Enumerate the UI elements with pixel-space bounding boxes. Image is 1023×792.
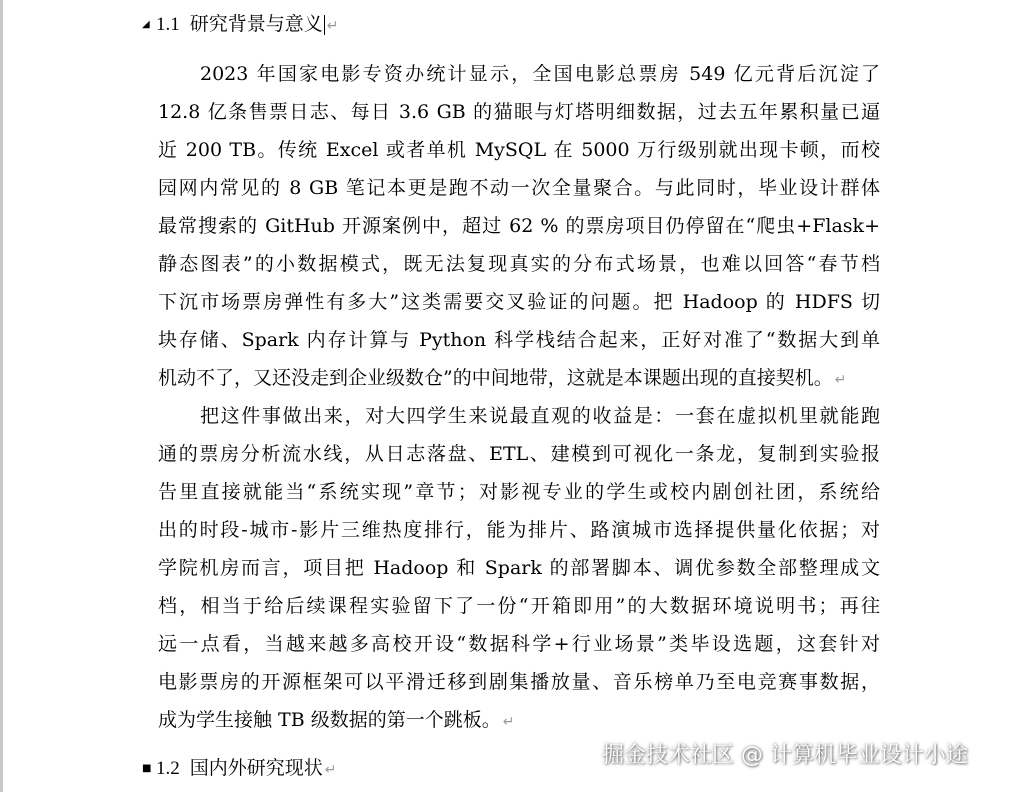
text-line bbox=[158, 701, 880, 739]
text-line: 出的时段-城市-影片三维热度排行，能为排片、路演城市选择提供量化依据；对 bbox=[158, 519, 880, 541]
text-line: 电影票房的开源框架可以平滑迁移到剧集播放量、音乐榜单乃至电竞赛事数据， bbox=[158, 671, 880, 693]
heading-1-1[interactable] bbox=[142, 9, 339, 39]
text-line: 远一点看，当越来越多高校开设“数据科学+行业场景”类毕设选题，这套针对 bbox=[158, 633, 880, 655]
text-line: 档，相当于给后续课程实验留下了一份“开箱即用”的大数据环境说明书；再往 bbox=[158, 595, 880, 617]
text-line: 12.8 亿条售票日志、每日 3.6 GB 的猫眼与灯塔明细数据，过去五年累积量已逼 bbox=[158, 101, 880, 123]
paragraph-mark-icon: ↵ bbox=[326, 18, 339, 34]
paragraph-mark-icon: ↵ bbox=[324, 762, 337, 778]
text-line: 告里直接就能当“系统实现”章节；对影视专业的学生或校内剧创社团，系统给 bbox=[158, 481, 880, 503]
text-line: 静态图表”的小数据模式，既无法复现真实的分布式场景，也难以回答“春节档 bbox=[158, 253, 880, 275]
text-line bbox=[158, 359, 880, 397]
text-line: 最常搜索的 GitHub 开源案例中，超过 62 % 的票房项目仍停留在“爬虫+Flask+ bbox=[158, 215, 880, 237]
text-line: 园网内常见的 8 GB 笔记本更是跑不动一次全量聚合。与此同时，毕业设计群体 bbox=[158, 177, 880, 199]
text-cursor bbox=[324, 15, 325, 35]
heading-bullet-icon[interactable]: ■ bbox=[142, 762, 152, 774]
text-line: 下沉市场票房弹性有多大”这类需要交叉验证的问题。把 Hadoop 的 HDFS 切 bbox=[158, 291, 880, 313]
heading-title: 国内外研究现状 bbox=[189, 757, 323, 779]
text-line: 2023 年国家电影专资办统计显示，全国电影总票房 549 亿元背后沉淀了 bbox=[200, 63, 880, 85]
text-line-content: 机动不了，又还没走到企业级数仓”的中间地带，这就是本课题出现的直接契机。 bbox=[158, 367, 833, 389]
heading-1-2[interactable] bbox=[142, 753, 337, 783]
text-line-content: 成为学生接触 TB 级数据的第一个跳板。 bbox=[158, 709, 501, 731]
heading-collapse-marker-icon[interactable]: ◢ bbox=[142, 18, 150, 30]
text-line: 把这件事做出来，对大四学生来说最直观的收益是：一套在虚拟机里就能跑 bbox=[200, 405, 880, 427]
watermark: 掘金技术社区 @ 计算机毕业设计小途 bbox=[602, 743, 968, 768]
paragraph-mark-icon: ↵ bbox=[502, 714, 515, 730]
text-line: 通的票房分析流水线，从日志落盘、ETL、建模到可视化一条龙，复制到实验报 bbox=[158, 443, 880, 465]
paragraph-mark-icon: ↵ bbox=[834, 372, 847, 388]
heading-number: 1.1 bbox=[156, 14, 180, 35]
heading-title: 研究背景与意义 bbox=[189, 13, 323, 35]
text-line: 块存储、Spark 内存计算与 Python 科学栈结合起来，正好对准了“数据大到单 bbox=[158, 329, 880, 351]
text-line: 近 200 TB。传统 Excel 或者单机 MySQL 在 5000 万行级别就出现卡顿，而校 bbox=[158, 139, 880, 161]
text-line: 学院机房而言，项目把 Hadoop 和 Spark 的部署脚本、调优参数全部整理成文 bbox=[158, 557, 880, 579]
heading-number: 1.2 bbox=[156, 758, 180, 779]
